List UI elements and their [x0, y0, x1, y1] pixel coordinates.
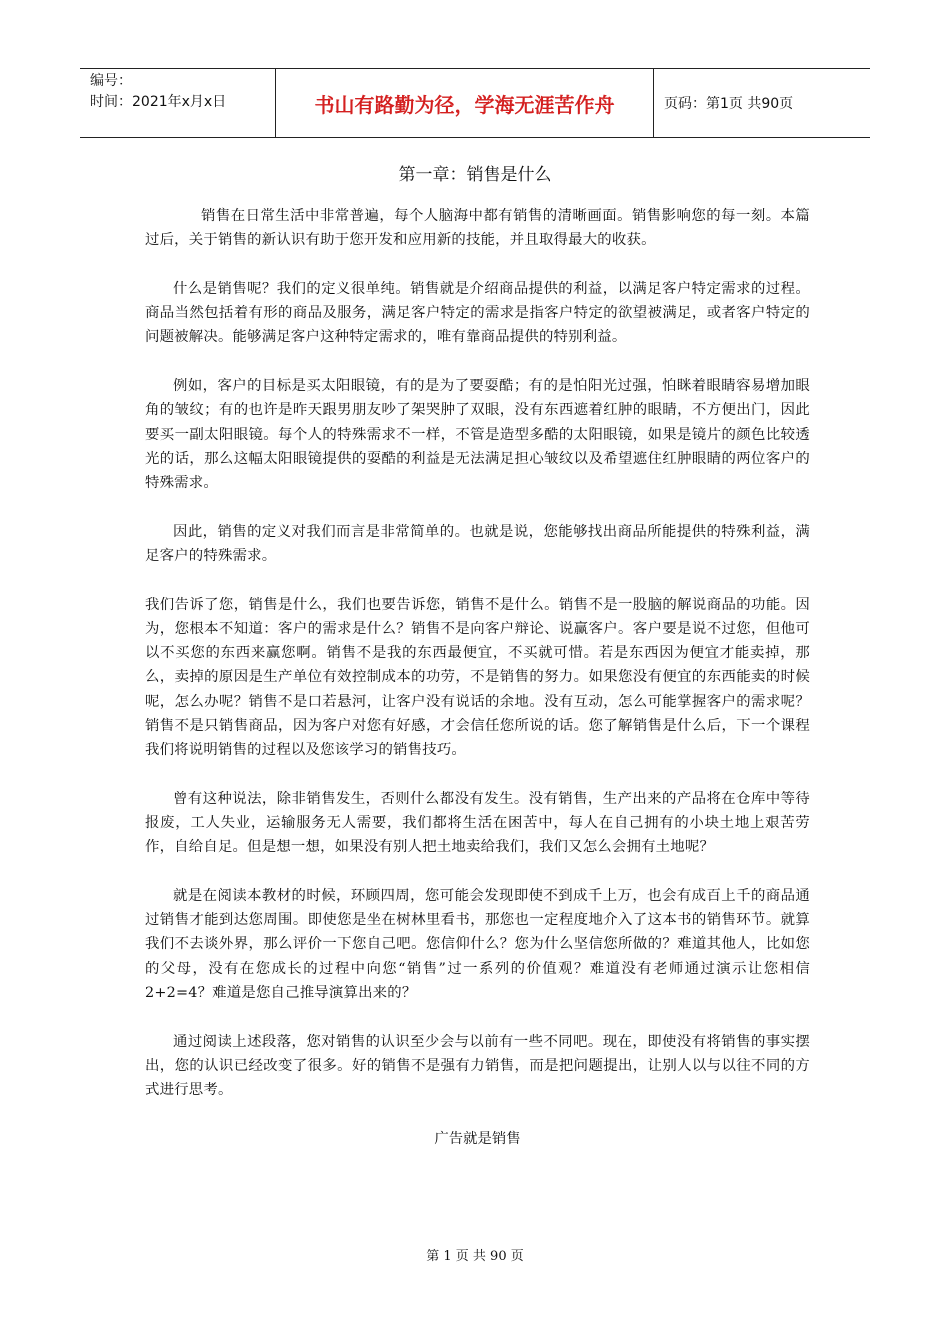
paragraph: 通过阅读上述段落，您对销售的认识至少会与以前有一些不同吧。现在，即使没有将销售的事实摆出，您的认识已经改变了很多。好的销售不是强有力销售，而是把问题提出，让别人以与以往不同的方式进行思考。 [145, 1033, 810, 1099]
paragraph: 曾有这种说法，除非销售发生，否则什么都没有发生。没有销售，生产出来的产品将在仓库中等待报废，工人失业，运输服务无人需要，我们都将生活在困苦中，每人在自己拥有的小块土地上艰苦劳作，自给自足。但是想一想，如果没有别人把土地卖给我们，我们又怎么会拥有土地呢？ [145, 790, 810, 856]
header-meta [80, 69, 276, 137]
date-label: 时间：2021年x月x日 [90, 94, 227, 110]
header-page-info: 页码：第1页 共90页 [664, 96, 794, 112]
paragraph: 就是在阅读本教材的时候，环顾四周，您可能会发现即使不到成千上万，也会有成百上千的商品通过销售才能到达您周围。即使您是坐在树林里看书，那您也一定程度地介入了这本书的销售环节。就算我们不去谈外界，那么评价一下您自己吧。您信仰什么？您为什么坚信您所做的？难道其他人，比如您的父母，没有在您成长的过程中向您“销售”过一系列的价值观？难道没有老师通过演示让您相信2+2=4？难道是您自己推导演算出来的？ [145, 888, 810, 1001]
page-header [80, 68, 870, 138]
paragraph: 例如，客户的目标是买太阳眼镜，有的是为了要耍酷；有的是怕阳光过强，怕眯着眼睛容易增加眼角的皱纹；有的也许是昨天跟男朋友吵了架哭肿了双眼，没有东西遮着红肿的眼睛，不方便出门，因此要买一副太阳眼镜。每个人的特殊需求不一样，不管是造型多酷的太阳眼镜，如果是镜片的颜色比较透光的话，那么这幅太阳眼镜提供的耍酷的利益是无法满足担心皱纹以及希望遮住红肿眼睛的两位客户的特殊需求。 [145, 378, 810, 492]
paragraph: 因此，销售的定义对我们而言是非常简单的。也就是说，您能够找出商品所能提供的特殊利益，满足客户的特殊需求。 [145, 523, 810, 565]
section-subheading: 广告就是销售 [434, 1130, 521, 1147]
paragraph: 我们告诉了您，销售是什么，我们也要告诉您，销售不是什么。销售不是一股脑的解说商品的功能。因为，您根本不知道：客户的需求是什么？销售不是向客户辩论、说赢客户。客户要是说不过您，但他可以不买您的东西来赢您啊。销售不是我的东西最便宜，不买就可惜。若是东西因为便宜才能卖掉，那么，卖掉的原因是生产单位有效控制成本的功劳，不是销售的努力。如果您没有便宜的东西能卖的时候呢，怎么办呢？销售不是口若悬河，让客户没有说话的余地。没有互动，怎么可能掌握客户的需求呢？销售不是只销售商品，因为客户对您有好感，才会信任您所说的话。您了解销售是什么后，下一个课程我们将说明销售的过程以及您该学习的销售技巧。 [145, 596, 810, 759]
header-motto: 书山有路勤为径，学海无涯苦作舟 [276, 69, 654, 137]
chapter-title: 第一章：销售是什么 [398, 165, 552, 185]
paragraph: 什么是销售呢？我们的定义很单纯。销售就是介绍商品提供的利益，以满足客户特定需求的过程。商品当然包括着有形的商品及服务，满足客户特定的需求是指客户特定的欲望被满足，或者客户特定的问题被解决。能够满足客户这种特定需求的，唯有靠商品提供的特别利益。 [145, 281, 810, 346]
number-label: 编号： [90, 73, 132, 89]
paragraph: 销售在日常生活中非常普遍，每个人脑海中都有销售的清晰画面。销售影响您的每一刻。本篇过后，关于销售的新认识有助于您开发和应用新的技能，并且取得最大的收获。 [145, 208, 810, 249]
document-body [145, 204, 810, 1148]
page-footer: 第 1 页 共 90 页 [426, 1249, 524, 1264]
